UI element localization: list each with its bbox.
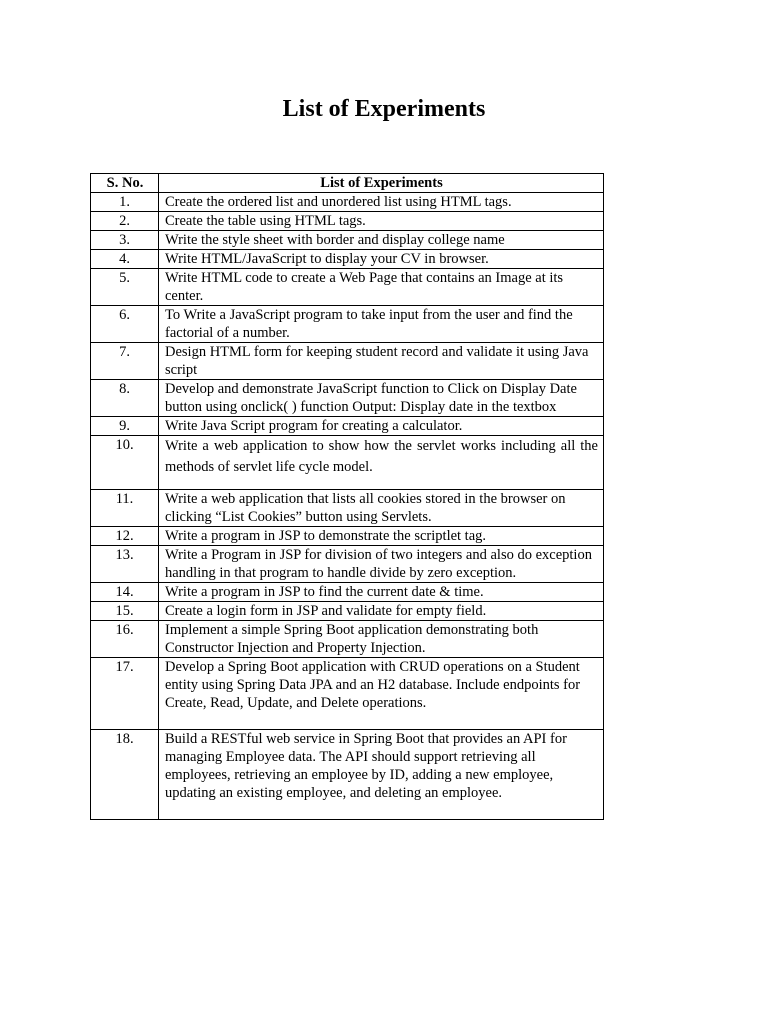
row-number: 5. (91, 269, 159, 306)
table-row (91, 546, 604, 583)
row-number: 6. (91, 306, 159, 343)
experiment-text: Create the table using HTML tags. (159, 212, 604, 231)
row-number: 18. (91, 730, 159, 820)
experiment-text: Write HTML/JavaScript to display your CV in browser. (159, 250, 604, 269)
table-row (91, 343, 604, 380)
experiment-text: Design HTML form for keeping student record and validate it using Java script (159, 343, 604, 380)
experiment-text: Write Java Script program for creating a calculator. (159, 417, 604, 436)
experiment-text: Build a RESTful web service in Spring Boot that provides an API for managing Employee data. The API should support retrieving all employees, retrieving an employee by ID, adding a new employee, updating an existing employee, and deleting an employee. (159, 730, 604, 820)
experiment-text: Write HTML code to create a Web Page that contains an Image at its center. (159, 269, 604, 306)
experiment-text: Write a program in JSP to demonstrate the scriptlet tag. (159, 527, 604, 546)
row-number: 3. (91, 231, 159, 250)
experiment-text: Create the ordered list and unordered list using HTML tags. (159, 193, 604, 212)
row-number: 15. (91, 602, 159, 621)
table-row (91, 621, 604, 658)
row-number: 8. (91, 380, 159, 417)
header-experiments: List of Experiments (159, 174, 604, 193)
row-number: 1. (91, 193, 159, 212)
table-row (91, 527, 604, 546)
header-sno: S. No. (91, 174, 159, 193)
experiment-text: Write the style sheet with border and display college name (159, 231, 604, 250)
table-row (91, 193, 604, 212)
row-number: 2. (91, 212, 159, 231)
table-row (91, 583, 604, 602)
table-row (91, 436, 604, 490)
experiment-text: Write a program in JSP to find the current date & time. (159, 583, 604, 602)
row-number: 4. (91, 250, 159, 269)
table-row (91, 602, 604, 621)
experiment-text: Write a Program in JSP for division of two integers and also do exception handling in that program to handle divide by zero exception. (159, 546, 604, 583)
table-header-row (91, 174, 604, 193)
experiment-text: Write a web application to show how the servlet works including all the methods of servlet life cycle model. (159, 436, 604, 490)
table-row (91, 730, 604, 820)
row-number: 14. (91, 583, 159, 602)
row-number: 16. (91, 621, 159, 658)
table-row (91, 269, 604, 306)
row-number: 9. (91, 417, 159, 436)
table-row (91, 212, 604, 231)
table-row (91, 250, 604, 269)
row-number: 10. (91, 436, 159, 490)
table-row (91, 231, 604, 250)
experiments-table (90, 173, 604, 820)
experiment-text: Create a login form in JSP and validate for empty field. (159, 602, 604, 621)
experiment-text: Develop a Spring Boot application with CRUD operations on a Student entity using Spring Data JPA and an H2 database. Include endpoints for Create, Read, Update, and Delete operations. (159, 658, 604, 730)
table-row (91, 380, 604, 417)
table-row (91, 490, 604, 527)
table-row (91, 417, 604, 436)
experiment-text: To Write a JavaScript program to take input from the user and find the factorial of a number. (159, 306, 604, 343)
experiment-text: Write a web application that lists all cookies stored in the browser on clicking “List Cookies” button using Servlets. (159, 490, 604, 527)
experiment-text: Implement a simple Spring Boot application demonstrating both Constructor Injection and Property Injection. (159, 621, 604, 658)
row-number: 7. (91, 343, 159, 380)
row-number: 12. (91, 527, 159, 546)
table-row (91, 658, 604, 730)
row-number: 13. (91, 546, 159, 583)
row-number: 11. (91, 490, 159, 527)
experiment-text: Develop and demonstrate JavaScript function to Click on Display Date button using onclick( ) function Output: Display date in the textbox (159, 380, 604, 417)
table-row (91, 306, 604, 343)
row-number: 17. (91, 658, 159, 730)
page-title: List of Experiments (282, 96, 486, 122)
